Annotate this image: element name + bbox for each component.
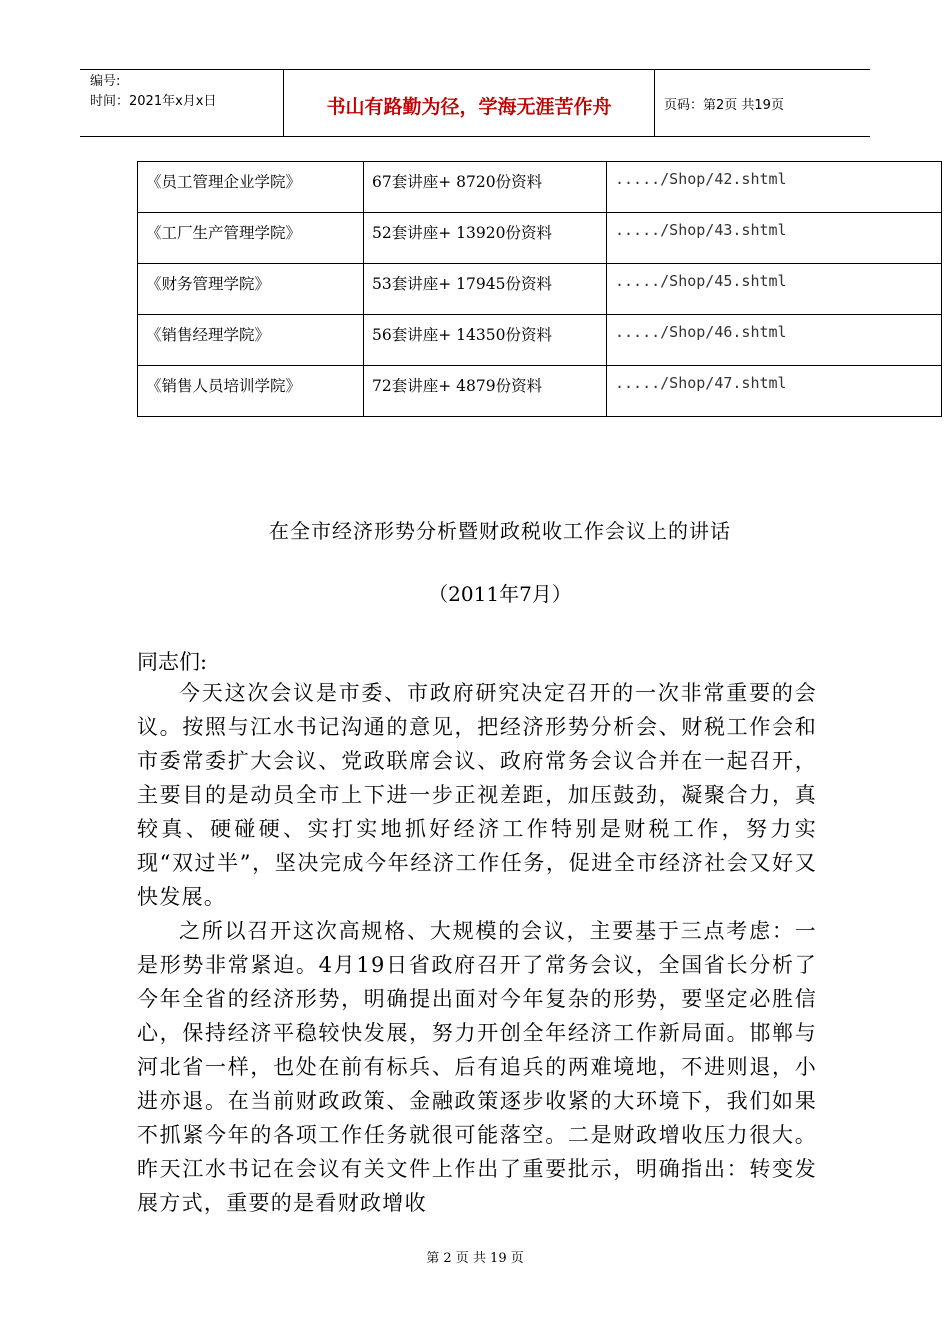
page-footer: 第 2 页 共 19 页 bbox=[426, 1251, 524, 1266]
table-row bbox=[138, 264, 942, 315]
resource-link[interactable]: ...../Shop/46.shtml bbox=[607, 315, 942, 366]
header-top-rule bbox=[80, 69, 870, 70]
table-row bbox=[138, 315, 942, 366]
document-time-label: 时间：2021年x月x日 bbox=[90, 94, 217, 109]
resource-name: 《员工管理企业学院》 bbox=[138, 162, 364, 213]
resource-count: 72套讲座+ 4879份资料 bbox=[364, 366, 607, 417]
resource-link[interactable]: ...../Shop/43.shtml bbox=[607, 213, 942, 264]
table-row bbox=[138, 213, 942, 264]
speech-body bbox=[137, 676, 817, 1220]
resource-link[interactable]: ...../Shop/42.shtml bbox=[607, 162, 942, 213]
resource-name: 《财务管理学院》 bbox=[138, 264, 364, 315]
speech-title: 在全市经济形势分析暨财政税收工作会议上的讲话 bbox=[269, 519, 731, 543]
resource-count: 52套讲座+ 13920份资料 bbox=[364, 213, 607, 264]
resource-link[interactable]: ...../Shop/47.shtml bbox=[607, 366, 942, 417]
document-number-label: 编号: bbox=[90, 74, 121, 89]
header-page-info: 页码：第2页 共19页 bbox=[664, 98, 784, 113]
salutation: 同志们: bbox=[137, 650, 208, 674]
table-row bbox=[138, 162, 942, 213]
table-row bbox=[138, 366, 942, 417]
header-divider bbox=[654, 69, 655, 136]
paragraph: 之所以召开这次高规格、大规模的会议，主要基于三点考虑：一是形势非常紧迫。4月19日省政府召开了常务会议，全国省长分析了今年全省的经济形势，明确提出面对今年复杂的形势，要坚定必胜信心，保持经济平稳较快发展，努力开创全年经济工作新局面。邯郸与河北省一样，也处在前有标兵、后有追兵的两难境地，不进则退，小进亦退。在当前财政政策、金融政策逐步收紧的大环境下，我们如果不抓紧今年的各项工作任务就很可能落空。二是财政增收压力很大。昨天江水书记在会议有关文件上作出了重要批示，明确指出：转变发展方式，重要的是看财政增收 bbox=[137, 919, 817, 1215]
speech-date: （2011年7月） bbox=[428, 582, 572, 606]
resource-count: 67套讲座+ 8720份资料 bbox=[364, 162, 607, 213]
resource-name: 《工厂生产管理学院》 bbox=[138, 213, 364, 264]
paragraph: 今天这次会议是市委、市政府研究决定召开的一次非常重要的会议。按照与江水书记沟通的意见，把经济形势分析会、财税工作会和市委常委扩大会议、党政联席会议、政府常务会议合并在一起召开，主要目的是动员全市上下进一步正视差距，加压鼓劲，凝聚合力，真较真、硬碰硬、实打实地抓好经济工作特别是财税工作，努力实现“双过半”，坚决完成今年经济工作任务，促进全市经济社会又好又快发展。 bbox=[137, 681, 817, 909]
header-motto: 书山有路勤为径，学海无涯苦作舟 bbox=[326, 96, 612, 118]
resource-count: 53套讲座+ 17945份资料 bbox=[364, 264, 607, 315]
resource-link[interactable]: ...../Shop/45.shtml bbox=[607, 264, 942, 315]
resource-table bbox=[137, 161, 942, 417]
resource-count: 56套讲座+ 14350份资料 bbox=[364, 315, 607, 366]
header-meta bbox=[90, 72, 216, 112]
resource-name: 《销售人员培训学院》 bbox=[138, 366, 364, 417]
resource-name: 《销售经理学院》 bbox=[138, 315, 364, 366]
header-bottom-rule bbox=[80, 136, 870, 137]
